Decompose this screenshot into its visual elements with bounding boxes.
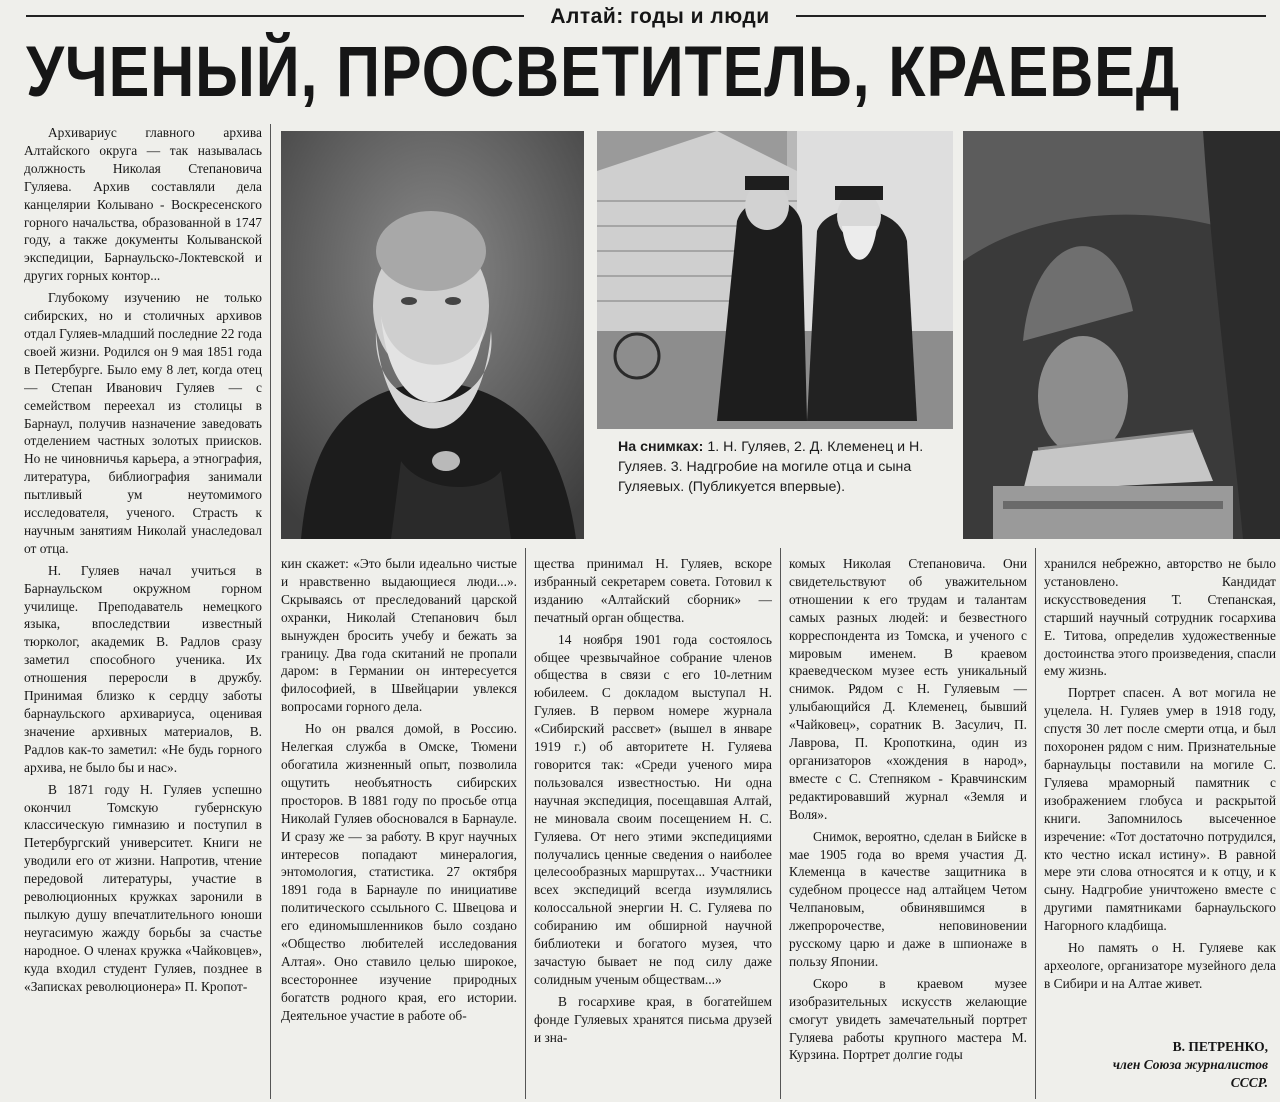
paragraph: В госархиве края, в богатейшем фонде Гуляевых хранятся письма друзей и зна-: [534, 993, 772, 1045]
paragraph: Архивариус главного архива Алтайского округа — так называлась должность Николая Степановича Гуляева. Архив составляли дела канцелярии Колывано - Воскресенского горного начальства, образованной в 1747 году, а также документы Колыванской экспедиции, Барнаульско-Локтевской и других горных контор...: [24, 125, 262, 284]
article-column-5: [1044, 555, 1276, 1035]
article-column-2: [281, 555, 517, 1099]
paragraph: кин скажет: «Это были идеально чистые и нравственно выдающиеся люди...». Скрываясь от преследований царской охранки, Николай Степанович был вынужден бросить учебу и бежать за границу. Два года скитаний не пропали даром: в Германии он интересуется философией, в Швейцарии увлекся вопросами горного дела.: [281, 556, 517, 715]
portrait-photo: [281, 131, 584, 539]
article-column-1: [24, 124, 262, 1099]
author-name: В. ПЕТРЕНКО,: [1172, 1039, 1268, 1054]
paragraph: Скоро в краевом музее изобразительных искусств желающие смогут увидеть замечательный портрет Гуляева работы крупного мастера М. Курзина. Портрет долгие годы: [789, 975, 1027, 1063]
paragraph: Снимок, вероятно, сделан в Бийске в мае 1905 года во время участия Д. Клеменца в качестве защитника в судебном процессе над алтайцем Четом Челпановым, обвинявшимся в лжепророчестве, неповиновении русскому царю и даже в шпионаже в пользу Японии.: [789, 828, 1027, 969]
klemenets-gulyaev-photo: [597, 131, 953, 429]
paragraph: В 1871 году Н. Гуляев успешно окончил Томскую губернскую классическую гимназию и поступил в Петербургский университет. Книги не уводили его от жизни. Напротив, чтение передовой литературы, участие в революционных кружках заронили в пылкую душу впечатлительного юноши неугасимую жажду борьбы за счастье народное. О членах кружка «Чайковцев», куда входил студент Гуляев, позднее в «Записках революционера» П. Кропот-: [24, 781, 262, 994]
headline: УЧЕНЫЙ, ПРОСВЕТИТЕЛЬ, КРАЕВЕД: [26, 33, 1181, 112]
photo-caption: [618, 437, 948, 497]
article-column-3: [534, 555, 772, 1099]
author-role: член Союза журналистов: [1112, 1057, 1268, 1072]
author-signature: [1040, 1038, 1268, 1092]
author-role-country: СССР.: [1230, 1075, 1268, 1090]
caption-label: На снимках:: [618, 439, 704, 455]
paragraph: Портрет спасен. А вот могила не уцелела. Н. Гуляев умер в 1918 году, спустя 30 лет после смерти отца, и был похоронен рядом с ним. Признательные барнаульцы поставили на могиле С. Гуляева мраморный памятник с изображением глобуса и раскрытой книги. Запомнилось высеченное изречение: «Тот достаточно потрудился, кто честно искал истину». В равной мере эти слова относятся и к отцу, и к сыну. Надгробие уничтожено вместе с другими памятниками барнаульского Нагорного кладбища.: [1044, 685, 1276, 934]
paragraph: Но память о Н. Гуляеве как археологе, организаторе музейного дела в Сибири и на Алтае живет.: [1044, 940, 1276, 991]
paragraph: Глубокому изучению не только сибирских, но и столичных архивов отдал Гуляев-младший последние 22 года своей жизни. Родился он 9 мая 1851 года в Петербурге. Было ему 8 лет, когда отец — Степан Иванович Гуляев — с семейством переехал из столицы в Барнаул, получив назначение заведовать отделением частных золотых приисков. Но не чиновничья карьера, а этнография, литература, библиография занимали пытливый ум неутомимого исследователя, ученого. Страсть к научным занятиям Николай унаследовал от отца.: [24, 290, 262, 556]
rubric-rule-left: [26, 15, 524, 17]
column-rule: [270, 124, 271, 1099]
paragraph: щества принимал Н. Гуляев, вскоре избранный секретарем совета. Готовил к изданию «Алтайский сборник» — печатный орган общества.: [534, 556, 772, 625]
paragraph: комых Николая Степановича. Они свидетельствуют об уважительном отношении к его трудам и талантам самых разных людей: и безвестного корреспондента из Томска, и ученого с мировым именем. В краевом краеведческом музее есть уникальный снимок. Рядом с Н. Гуляевым — улыбающийся Д. Клеменец, бывший «Чайковец», соратник В. Засулич, П. Лаврова, П. Кропоткина, один из организаторов «хождения в народ», вместе с С. Степняком - Кравчинским редактировавший журнал «Земля и Воля».: [789, 556, 1027, 822]
rubric-rule-right: [796, 15, 1266, 17]
caption-text: 1. Н. Гуляев, 2. Д. Клеменец и Н. Гуляев. 3. Надгробие на могиле отца и сына Гуляевых. (Публикуется впервые).: [618, 439, 924, 495]
paragraph: хранился небрежно, авторство не было установлено. Кандидат искусствоведения Т. Степанская, старший научный сотрудник госархива Е. Титова, определив художественные достоинства этого произведения, спасли ему жизнь.: [1044, 556, 1276, 679]
column-rule: [525, 548, 526, 1099]
column-rule: [780, 548, 781, 1099]
paragraph: 14 ноября 1901 года состоялось общее чрезвычайное собрание членов общества в связи с его 10-летним юбилеем. С докладом выступал Н. Гуляев. В первом номере журнала «Сибирский рассвет» (вышел в январе 1919 г.) об авторитете Н. Гуляева говорится так: «Среди ученого мира пользовался известностью. Ни одна научная экспедиция, посещавшая Алтай, не миновала своим посещением Н. С. Гуляева. От него этими экспедициями получались ценные сведения о наиболее целесообразных маршрутах... Участники всех экспедиций всегда изумлялись колоссальной энергии Н. С. Гуляева по собиранию им обширной научной библиотеки и богатого музея, что зачастую бывает не под силу даже солидным ученым обществам...»: [534, 631, 772, 987]
paragraph: Н. Гуляев начал учиться в Барнаульском окружном горном училище. Преподаватель немецкого языка, впоследствии известный тюрколог, академик В. Радлов сразу заметил способного ученика. Их отношения переросли в дружбу. Принимая близко к сердцу заботы барнаульского архивариуса, оценивая значение архивных материалов, В. Радлов как-то заметил: «Не будь горного архива, не было бы и нас».: [24, 562, 262, 775]
article-column-4: [789, 555, 1027, 1099]
rubric: Алтай: годы и люди: [550, 5, 770, 28]
tombstone-photo: [963, 131, 1280, 539]
paragraph: Но он рвался домой, в Россию. Нелегкая служба в Омске, Тюмени обогатила жизненный опыт, позволила ощутить необъятность сибирских просторов. В 1881 году по просьбе отца Николай Гуляев обосновался в Барнауле. И сразу же — за работу. В круг научных интересов попадают минералогия, энтомология, статистика. 27 октября 1891 года в Барнауле по инициативе политического ссыльного С. Швецова и его единомышленников было создано «Общество любителей исследования Алтая». Оно ставило целью широкое, всестороннее изучение природных богатств родного края, его истории. Деятельное участие в работе об-: [281, 721, 517, 1023]
column-rule: [1035, 548, 1036, 1099]
